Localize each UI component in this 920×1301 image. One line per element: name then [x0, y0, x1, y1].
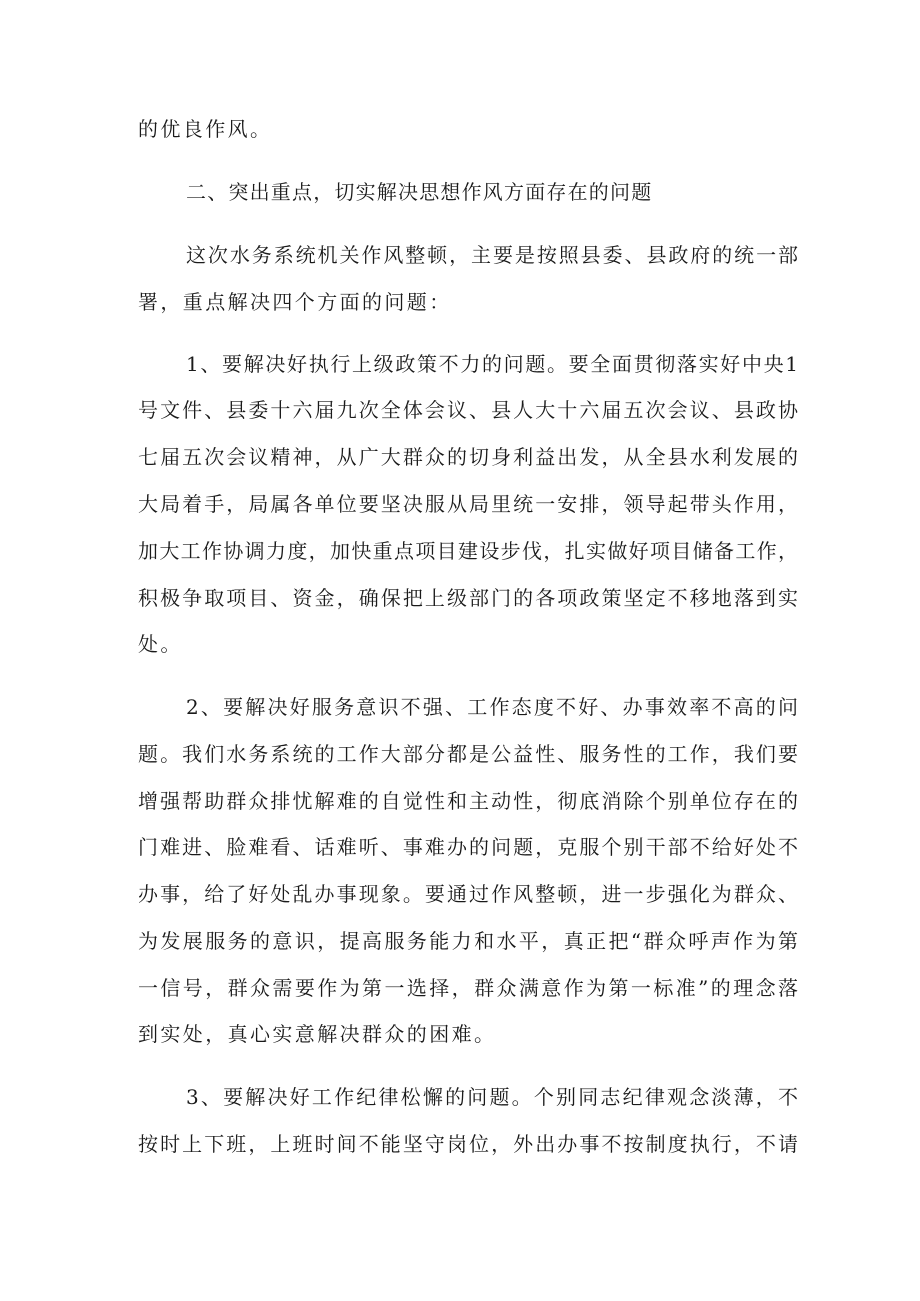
text-line: 办事，给了好处乱办事现象。要通过作风整顿，进一步强化为群众、 — [138, 882, 798, 906]
text-line: 为发展服务的意识，提高服务能力和水平，真正把“群众呼声作为第 — [138, 929, 798, 953]
text-line: 按时上下班，上班时间不能坚守岗位，外出办事不按制度执行，不请 — [138, 1132, 798, 1156]
text-line: 七届五次会议精神，从广大群众的切身利益出发，从全县水利发展的 — [138, 445, 798, 469]
text-line: 处。 — [138, 632, 183, 656]
text-line: 到实处，真心实意解决群众的困难。 — [138, 1022, 497, 1046]
text-line: 门难进、脸难看、话难听、事难办的问题，克服个别干部不给好处不 — [138, 835, 798, 859]
text-line: 号文件、县委十六届九次全体会议、县人大十六届五次会议、县政协 — [138, 398, 798, 422]
text-line: 这次水务系统机关作风整顿，主要是按照县委、县政府的统一部 — [186, 243, 798, 267]
text-line: 一信号，群众需要作为第一选择，群众满意作为第一标准”的理念落 — [138, 976, 798, 1000]
text-line: 3、要解决好工作纪律松懈的问题。个别同志纪律观念淡薄，不 — [186, 1085, 798, 1109]
text-line: 增强帮助群众排忧解难的自觉性和主动性，彻底消除个别单位存在的 — [138, 789, 798, 813]
text-line: 题。我们水务系统的工作大部分都是公益性、服务性的工作，我们要 — [138, 742, 798, 766]
text-line: 署，重点解决四个方面的问题： — [138, 290, 452, 314]
text-line: 积极争取项目、资金，确保把上级部门的各项政策坚定不移地落到实 — [138, 586, 798, 610]
text-line: 1、要解决好执行上级政策不力的问题。要全面贯彻落实好中央1 — [186, 352, 798, 376]
section-heading: 二、突出重点，切实解决思想作风方面存在的问题 — [186, 180, 653, 204]
text-line: 的优良作风。 — [138, 117, 273, 141]
text-line: 加大工作协调力度，加快重点项目建设步伐，扎实做好项目储备工作， — [138, 539, 798, 563]
text-line: 大局着手，局属各单位要坚决服从局里统一安排，领导起带头作用， — [138, 492, 798, 516]
text-line: 2、要解决好服务意识不强、工作态度不好、办事效率不高的问 — [186, 695, 798, 719]
